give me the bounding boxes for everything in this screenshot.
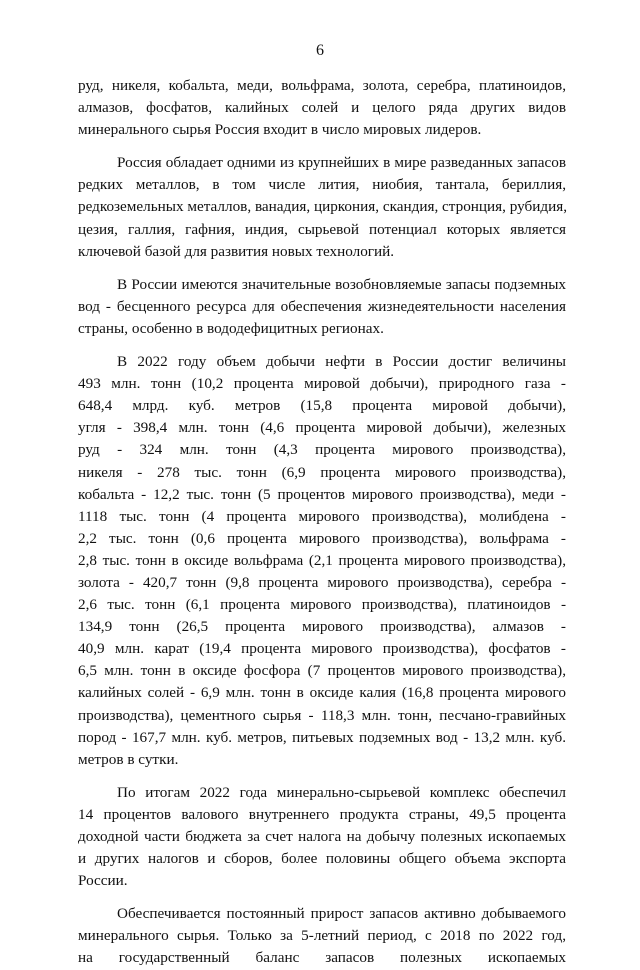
paragraph-2-line: редкоземельных металлов, ванадия, циркония, скандия, стронция, рубидия,	[78, 198, 568, 216]
paragraph-4-line: калийных солей - 6,9 млн. тонн в оксиде калия (16,8 процента мирового	[78, 684, 566, 702]
paragraph-2-line: редких металлов, в том числе лития, ниобия, тантала, бериллия,	[78, 176, 566, 194]
paragraph-2-line: Россия обладает одними из крупнейших в мире разведанных запасов	[117, 154, 566, 172]
paragraph-4-line: 2,6 тыс. тонн (6,1 процента мирового производства), платиноидов -	[78, 596, 566, 614]
paragraph-4-line: руд - 324 млн. тонн (4,3 процента мирового производства),	[78, 441, 566, 459]
paragraph-4-line: В 2022 году объем добычи нефти в России достиг величины	[117, 353, 566, 371]
paragraph-2-line: ключевой базой для развития новых технологий.	[78, 242, 395, 260]
paragraph-3-line: В России имеются значительные возобновляемые запасы подземных	[117, 275, 566, 293]
paragraph-5-line: доходной части бюджета за счет налога на добычу полезных ископаемых	[78, 828, 566, 845]
paragraph-1-line: руд, никеля, кобальта, меди, вольфрама, золота, серебра, платиноидов,	[78, 77, 566, 94]
paragraph-4-line: 648,4 млрд. куб. метров (15,8 процента мировой добычи),	[78, 397, 566, 415]
paragraph-5-line: и других налогов и сборов, более половины общего объема экспорта	[78, 850, 566, 868]
paragraph-4-line: угля - 398,4 млн. тонн (4,6 процента мировой добычи), железных	[78, 419, 566, 437]
paragraph-4-line: 2,8 тыс. тонн в оксиде вольфрама (2,1 процента мирового производства),	[78, 551, 566, 569]
paragraph-4-line: 40,9 млн. карат (19,4 процента мирового производства), фосфатов -	[78, 640, 566, 658]
paragraph-4-line: пород - 167,7 млн. куб. метров, питьевых подземных вод - 13,2 млн. куб.	[78, 728, 566, 746]
paragraph-2-line: цезия, галлия, гафния, индия, сырьевой потенциал которых является	[78, 220, 566, 238]
paragraph-gap	[78, 892, 566, 903]
paragraph-5-line: 14 процентов валового внутреннего продукта страны, 49,5 процента	[78, 805, 566, 823]
paragraph-3-line: страны, особенно в вододефицитных регионах.	[78, 319, 384, 337]
paragraph-1-line: алмазов, фосфатов, калийных солей и целого ряда других видов	[78, 99, 566, 117]
paragraph-4-line: 134,9 тонн (26,5 процента мирового производства), алмазов -	[78, 618, 566, 636]
paragraph-gap	[78, 340, 566, 351]
paragraph-4-line: никеля - 278 тыс. тонн (6,9 процента мирового производства),	[78, 463, 566, 481]
paragraph-4-line: кобальта - 12,2 тыс. тонн (5 процентов мирового производства), меди -	[78, 485, 566, 503]
paragraph-6-line: на государственный баланс запасов полезных ископаемых	[78, 949, 566, 967]
page-number: 6	[316, 42, 324, 59]
paragraph-4-line: производства), цементного сырья - 118,3 млн. тонн, песчано-гравийных	[78, 706, 566, 724]
paragraph-1-line: минерального сырья Россия входит в число мировых лидеров.	[78, 121, 482, 139]
paragraph-4-line: 6,5 млн. тонн в оксиде фосфора (7 процентов мирового производства),	[78, 662, 566, 680]
paragraph-gap	[78, 263, 566, 274]
paragraph-4-line: золота - 420,7 тонн (9,8 процента мирового производства), серебра -	[78, 573, 566, 591]
paragraph-4-line: 1118 тыс. тонн (4 процента мирового производства), молибдена -	[78, 507, 566, 525]
paragraph-4-line: 2,2 тыс. тонн (0,6 процента мирового производства), вольфрама -	[78, 529, 566, 547]
paragraph-6-line: Обеспечивается постоянный прирост запасов активно добываемого	[117, 905, 566, 923]
paragraph-5-line: России.	[78, 872, 128, 890]
paragraph-6-line: минерального сырья. Только за 5-летний период, с 2018 по 2022 год,	[78, 927, 566, 945]
paragraph-4-line: метров в сутки.	[78, 750, 179, 768]
paragraph-5-line: По итогам 2022 года минерально-сырьевой комплекс обеспечил	[117, 783, 566, 801]
paragraph-3-line: вод - бесценного ресурса для обеспечения жизнедеятельности населения	[78, 297, 566, 315]
paragraph-gap	[78, 771, 566, 782]
paragraph-gap	[78, 141, 566, 152]
paragraph-4-line: 493 млн. тонн (10,2 процента мировой добычи), природного газа -	[78, 375, 566, 393]
document-body	[78, 75, 566, 970]
